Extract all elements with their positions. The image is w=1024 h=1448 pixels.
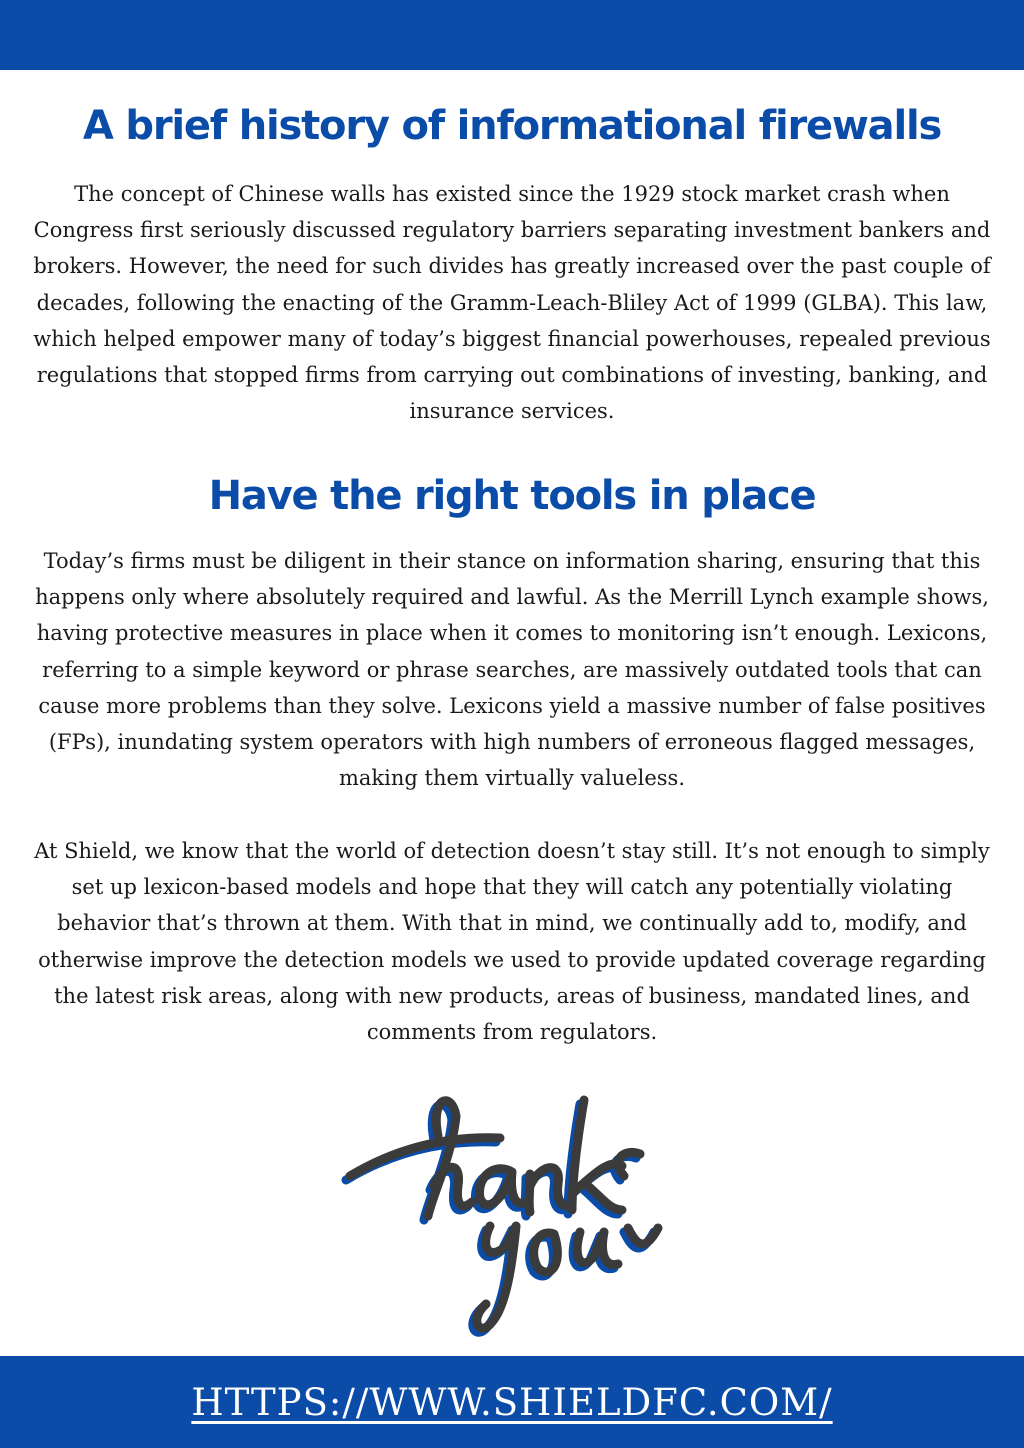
history-heading: A brief history of informational firewalls <box>82 103 942 149</box>
history-paragraph: The concept of Chinese walls has existed since the 1929 stock market crash when Congress first seriously discussed regulatory barriers separating investment bankers and brokers. However, the need for such divides has greatly increased over the past couple of decades, following the enacting of the Gramm-Leach-Bliley Act of 1999 (GLBA). This law, which helped empower many of today’s biggest financial powerhouses, repealed previous regulations that stopped firms from carrying out combinations of investing, banking, and insurance services. <box>33 182 991 424</box>
website-link[interactable]: HTTPS://WWW.SHIELDFC.COM/ <box>191 1380 833 1424</box>
tools-heading: Have the right tools in place <box>208 473 816 519</box>
footer-banner <box>0 1356 1024 1448</box>
tools-paragraph-1: Today’s firms must be diligent in their stance on information sharing, ensuring that this happens only where absolutely required and lawful. As the Merrill Lynch example shows, having protective measures in place when it comes to monitoring isn’t enough. Lexicons, referring to a simple keyword or phrase searches, are massively outdated tools that can cause more problems than they solve. Lexicons yield a massive number of false positives (FPs), inundating system operators with high numbers of erroneous flagged messages, making them virtually valueless. <box>35 549 989 791</box>
top-banner <box>0 0 1024 70</box>
tools-paragraph-2: At Shield, we know that the world of detection doesn’t stay still. It’s not enough to simply set up lexicon-based models and hope that they will catch any potentially violating behavior that’s thrown at them. With that in mind, we continually add to, modify, and otherwise improve the detection models we used to provide updated coverage regarding the latest risk areas, along with new products, areas of business, mandated lines, and comments from regulators. <box>34 839 990 1045</box>
thank-you-lettering <box>340 1076 680 1344</box>
